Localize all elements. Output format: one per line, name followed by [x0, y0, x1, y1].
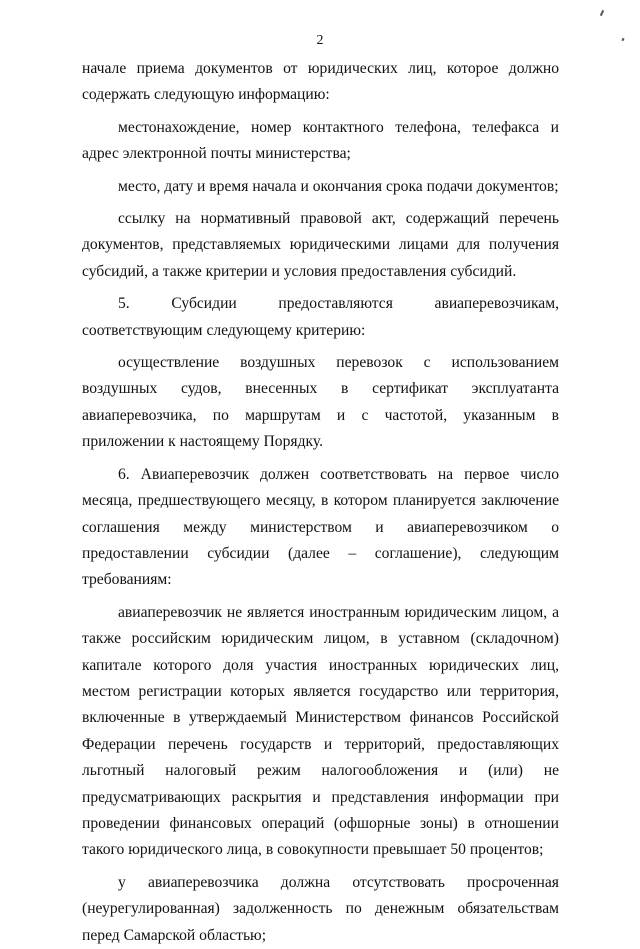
paragraph-1: начале приема документов от юридических лиц, которое должно содержать следующую информацию:: [82, 60, 559, 104]
document-body: [82, 56, 559, 949]
paragraph-8: авиаперевозчик не является иностранным юридическим лицом, а также российским юридическим лицом, в уставном (складочном) капитале которого доля участия иностранных юридических лиц, местом регистрации которых является государство или территория, включенные в утверждаемый Министерством финансов Российской Федерации перечень государств и территорий, предоставляющих льготный налоговый режим налогообложения и (или) не предусматривающих раскрытия и представления информации при проведении финансовых операций (офшорные зоны) в отношении такого юридического лица, в совокупности превышает 50 процентов;: [82, 603, 559, 859]
paragraph-4: ссылку на нормативный правовой акт, содержащий перечень документов, представляемых юридическими лицами для получения субсидий, а также критерии и условия предоставления субсидий.: [82, 210, 559, 280]
paragraph-6: осуществление воздушных перевозок с использованием воздушных судов, внесенных в сертификат эксплуатанта авиаперевозчика, по маршрутам и с частотой, указанным в приложении к настоящему Порядку.: [82, 354, 559, 451]
paragraph-5: 5. Субсидии предоставляются авиаперевозчикам, соответствующим следующему критерию:: [82, 295, 559, 339]
scan-artifact: [600, 10, 604, 16]
paragraph-3: место, дату и время начала и окончания срока подачи документов;: [118, 177, 559, 195]
paragraph-2: местонахождение, номер контактного телефона, телефакса и адрес электронной почты министерства;: [82, 118, 559, 163]
paragraph-7: 6. Авиаперевозчик должен соответствовать на первое число месяца, предшествующего месяцу, в котором планируется заключение соглашения между министерством и авиаперевозчиком о предоставлении субсидии (далее – соглашение), следующим требованиям:: [82, 465, 559, 589]
paragraph-9: у авиаперевозчика должна отсутствовать просроченная (неурегулированная) задолженность по денежным обязательствам перед Самарской областью;: [82, 873, 559, 944]
page-number: 2: [316, 33, 324, 48]
